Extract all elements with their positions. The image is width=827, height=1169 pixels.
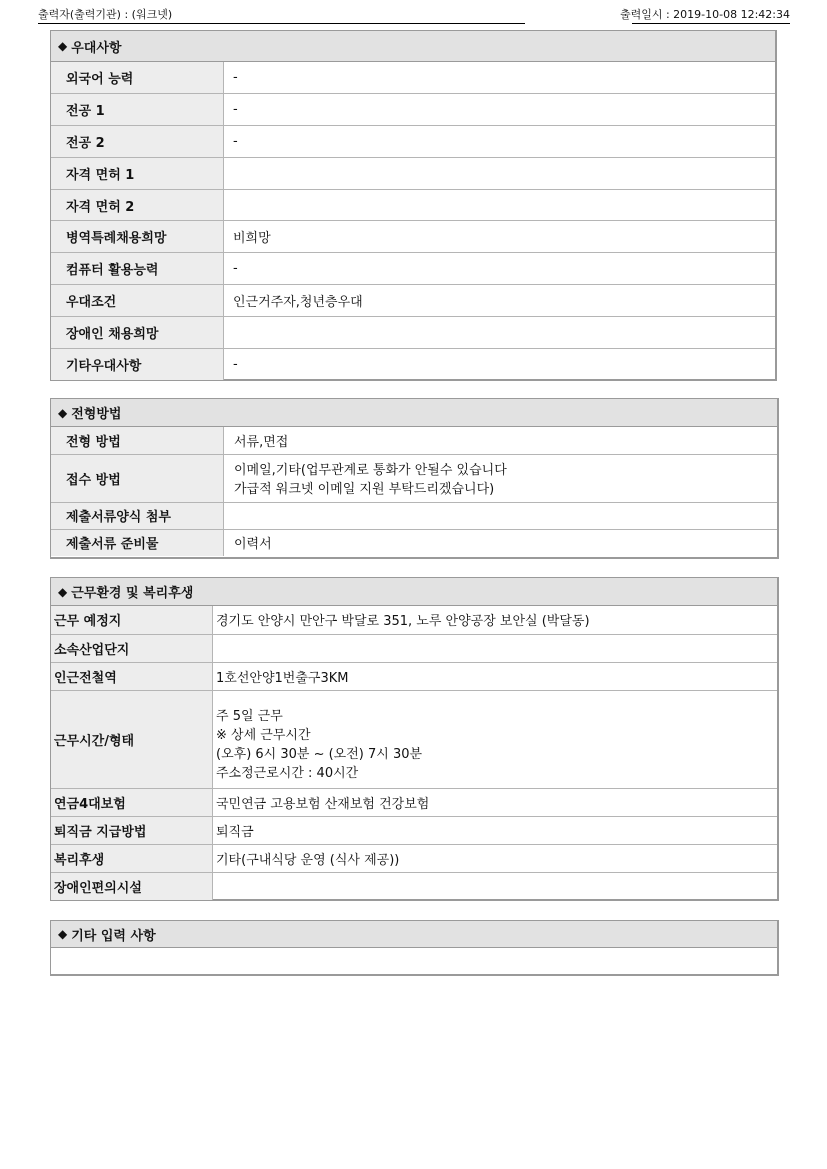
row-label: 소속산업단지: [51, 634, 213, 662]
row-value: [224, 454, 778, 502]
row-label: 자격 면허 2: [51, 189, 224, 221]
preference-table: [51, 62, 775, 380]
row-label: 전형 방법: [51, 427, 224, 454]
table-row: [51, 253, 775, 285]
value-line: ※ 상세 근무시간: [216, 728, 311, 743]
row-label: 퇴직금 지급방법: [51, 816, 213, 844]
table-row: [51, 126, 775, 158]
row-label: 병역특례채용희망: [51, 221, 224, 253]
row-label: 제출서류 준비물: [51, 529, 224, 556]
value-line: 이메일,기타(업무관계로 통화가 안될수 있습니다: [234, 463, 507, 478]
row-value: 기타(구내식당 운영 (식사 제공)): [213, 844, 778, 872]
preference-title: [51, 31, 775, 62]
row-value: [224, 502, 778, 529]
environment-title: [51, 578, 777, 606]
header-rule-right: [632, 23, 790, 24]
table-row: [51, 844, 777, 872]
table-row: [51, 606, 777, 634]
table-row: [51, 529, 777, 556]
table-row: [51, 189, 775, 221]
value-line: (오후) 6시 30분 ~ (오전) 7시 30분: [216, 747, 423, 762]
other-section: [50, 920, 779, 976]
environment-section: [50, 577, 779, 901]
row-label: 근무 예정지: [51, 606, 213, 634]
row-value: -: [224, 126, 776, 158]
table-row: [51, 285, 775, 317]
row-value: -: [224, 253, 776, 285]
table-row: [51, 62, 775, 94]
diamond-icon: ◆: [58, 405, 68, 420]
row-value: 이력서: [224, 529, 778, 556]
row-value: [213, 690, 778, 788]
row-value: 1호선안양1번출구3KM: [213, 662, 778, 690]
row-label: 제출서류양식 첨부: [51, 502, 224, 529]
table-row: [51, 816, 777, 844]
row-label: 접수 방법: [51, 454, 224, 502]
other-title-text: 기타 입력 사항: [71, 928, 156, 944]
table-row: [51, 788, 777, 816]
printer-info: 출력자(출력기관) : (워크넷): [38, 8, 173, 21]
other-title: [51, 921, 777, 948]
row-value: 인근거주자,청년층우대: [224, 285, 776, 317]
table-row: [51, 221, 775, 253]
selection-section: [50, 398, 779, 559]
value-line: 주소정근로시간 : 40시간: [216, 766, 359, 781]
row-value: 비희망: [224, 221, 776, 253]
row-label: 외국어 능력: [51, 62, 224, 94]
row-value: [224, 157, 776, 189]
row-value: -: [224, 94, 776, 126]
table-row: [51, 690, 777, 788]
preference-section: [50, 30, 777, 381]
row-value: 퇴직금: [213, 816, 778, 844]
row-value: -: [233, 70, 238, 86]
row-label: 전공 1: [51, 94, 224, 126]
other-value: [51, 948, 777, 975]
table-row: [51, 872, 777, 900]
preference-title-text: 우대사항: [71, 40, 122, 56]
row-value: [213, 634, 778, 662]
row-value: -: [224, 348, 776, 380]
row-label: 장애인 채용희망: [51, 316, 224, 348]
table-row: [51, 94, 775, 126]
environment-title-text: 근무환경 및 복리후생: [71, 586, 194, 601]
row-value: 국민연금 고용보험 산재보험 건강보험: [213, 788, 778, 816]
row-label: 기타우대사항: [51, 348, 224, 380]
row-value: [224, 316, 776, 348]
row-value: 서류,면접: [234, 434, 289, 450]
table-row: [51, 427, 777, 454]
row-value: 경기도 안양시 만안구 박달로 351, 노루 안양공장 보안실 (박달동): [216, 614, 590, 630]
row-label: 자격 면허 1: [51, 157, 224, 189]
table-row: [51, 157, 775, 189]
value-line: 가급적 워크넷 이메일 지원 부탁드리겠습니다): [234, 482, 495, 497]
table-row: [51, 502, 777, 529]
row-label: 근무시간/형태: [51, 690, 213, 788]
row-label: 연금4대보험: [51, 788, 213, 816]
row-label: 전공 2: [51, 126, 224, 158]
header-rule: [38, 23, 525, 24]
selection-title-text: 전형방법: [71, 407, 122, 422]
print-header: [38, 0, 790, 24]
diamond-icon: ◆: [58, 927, 68, 941]
table-row: [51, 634, 777, 662]
selection-title: [51, 399, 777, 427]
row-value: [224, 189, 776, 221]
environment-table: [51, 606, 777, 900]
row-label: 인근전철역: [51, 662, 213, 690]
row-label: 우대조건: [51, 285, 224, 317]
table-row: [51, 662, 777, 690]
diamond-icon: ◆: [58, 39, 68, 53]
table-row: [51, 316, 775, 348]
selection-table: [51, 427, 777, 556]
row-value: [213, 872, 778, 900]
row-label: 컴퓨터 활용능력: [51, 253, 224, 285]
value-line: 주 5일 근무: [216, 709, 283, 724]
row-label: 장애인편의시설: [51, 872, 213, 900]
row-label: 복리후생: [51, 844, 213, 872]
table-row: [51, 348, 775, 380]
table-row: [51, 454, 777, 502]
diamond-icon: ◆: [58, 584, 68, 599]
print-datetime: 출력일시 : 2019-10-08 12:42:34: [619, 8, 790, 21]
